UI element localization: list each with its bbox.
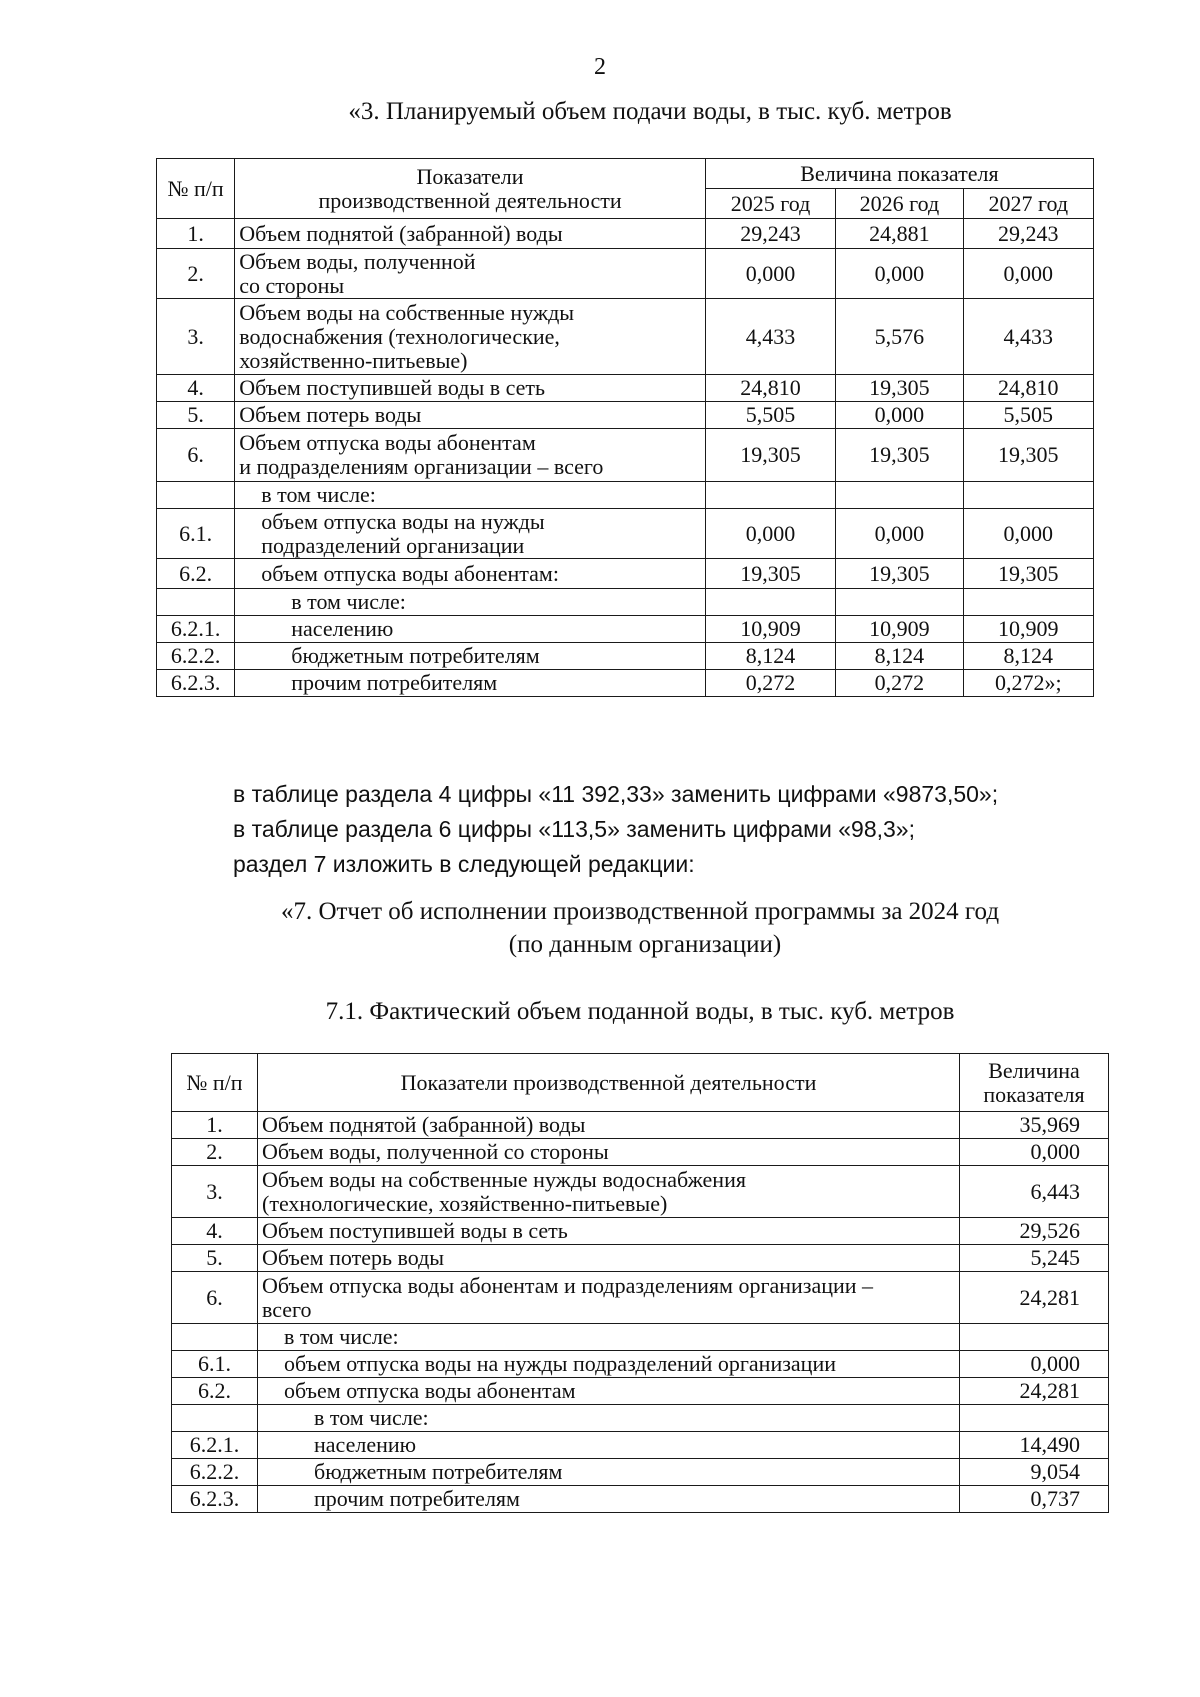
row-number: 6.2. [157,559,235,589]
row-number: 6. [172,1272,258,1324]
row-value: 0,000 [836,402,963,429]
table-row [172,1245,1109,1272]
row-value: 5,245 [960,1245,1109,1272]
table-row [157,589,1094,616]
row-label: объем отпуска воды абонентам [258,1378,960,1405]
row-value: 10,909 [963,616,1093,643]
table-row [157,643,1094,670]
table-row [172,1112,1109,1139]
row-label: Объем поднятой (забранной) воды [258,1112,960,1139]
row-label: объем отпуска воды на нужды подразделений организации [258,1351,960,1378]
col-header-indicator [235,159,706,219]
row-value [963,589,1093,616]
row-value: 0,000 [705,509,835,559]
row-value: 8,124 [963,643,1093,670]
row-value: 24,881 [836,219,963,249]
table-row [157,299,1094,375]
row-value: 8,124 [705,643,835,670]
row-number: 6.2.1. [172,1432,258,1459]
row-number: 3. [157,299,235,375]
table-row [157,559,1094,589]
row-value: 24,281 [960,1272,1109,1324]
row-label: прочим потребителям [258,1486,960,1513]
row-number: 4. [157,375,235,402]
table-row [172,1166,1109,1218]
row-value [836,589,963,616]
row-value: 24,281 [960,1378,1109,1405]
table-row [172,1486,1109,1513]
row-label: Объем отпуска воды абонентам и подразделениям организации – всего [235,429,706,482]
table-row [157,219,1094,249]
row-value: 0,000 [963,509,1093,559]
row-label: бюджетным потребителям [235,643,706,670]
table71-title: 7.1. Фактический объем поданной воды, в тыс. куб. метров [325,998,955,1025]
planned-water-supply-table [156,158,1094,697]
row-number [157,589,235,616]
row-number [172,1324,258,1351]
row-number: 6.2.2. [157,643,235,670]
row-label: объем отпуска воды на нужды подразделений организации [235,509,706,559]
row-value: 0,737 [960,1486,1109,1513]
table-row [172,1378,1109,1405]
row-value: 24,810 [705,375,835,402]
row-label: Объем отпуска воды абонентам и подразделениям организации – всего [258,1272,960,1324]
row-value: 14,490 [960,1432,1109,1459]
row-value: 19,305 [836,429,963,482]
table-row [157,509,1094,559]
col-header-num: № п/п [172,1054,258,1112]
row-value: 10,909 [705,616,835,643]
row-number: 2. [172,1139,258,1166]
table-row [172,1405,1109,1432]
table-row [157,670,1094,697]
col-header-year: 2027 год [963,189,1093,219]
section7-subtitle: (по данным организации) [508,931,782,958]
value-header-line2: показателя [983,1081,1085,1107]
row-number [157,482,235,509]
row-value: 19,305 [963,559,1093,589]
row-value: 29,526 [960,1218,1109,1245]
row-number: 5. [157,402,235,429]
row-label: в том числе: [235,589,706,616]
row-value [836,482,963,509]
table-row [157,249,1094,299]
row-value: 9,054 [960,1459,1109,1486]
row-value [963,482,1093,509]
table-row [157,429,1094,482]
row-value [705,482,835,509]
row-value [705,589,835,616]
table-row [172,1351,1109,1378]
row-label: Объем воды на собственные нужды водоснабжения (технологические, хозяйственно-питьевые) [235,299,706,375]
row-label: Объем потерь воды [235,402,706,429]
col-header-value [960,1054,1109,1112]
row-number: 6.2. [172,1378,258,1405]
row-value: 35,969 [960,1112,1109,1139]
row-number: 1. [172,1112,258,1139]
table-row [157,482,1094,509]
row-number: 3. [172,1166,258,1218]
row-value: 8,124 [836,643,963,670]
row-value: 0,000 [963,249,1093,299]
row-value [960,1405,1109,1432]
row-number: 4. [172,1218,258,1245]
row-label: в том числе: [258,1324,960,1351]
row-label: Объем поступившей воды в сеть [235,375,706,402]
row-label: Объем воды, полученной со стороны [258,1139,960,1166]
row-label: Объем воды на собственные нужды водоснабжения (технологические, хозяйственно-питьевые) [258,1166,960,1218]
indicator-header-line2: производственной деятельности [318,187,622,213]
table-row [172,1459,1109,1486]
row-label: в том числе: [235,482,706,509]
row-value: 0,272 [836,670,963,697]
row-value: 4,433 [963,299,1093,375]
row-value: 0,000 [960,1139,1109,1166]
row-value: 5,576 [836,299,963,375]
indicator-header-line1: Показатели [416,163,524,189]
row-value: 24,810 [963,375,1093,402]
row-value: 19,305 [705,559,835,589]
row-value: 5,505 [963,402,1093,429]
row-value: 0,000 [836,509,963,559]
table-row [172,1139,1109,1166]
page-number: 2 [594,54,606,80]
row-label: Объем поднятой (забранной) воды [235,219,706,249]
row-value: 0,272»; [963,670,1093,697]
table-row [172,1218,1109,1245]
col-header-value-group: Величина показателя [705,159,1093,189]
row-value: 0,000 [836,249,963,299]
table-row [172,1324,1109,1351]
row-label: Объем потерь воды [258,1245,960,1272]
row-value: 19,305 [705,429,835,482]
col-header-num: № п/п [157,159,235,219]
row-number: 6.2.2. [172,1459,258,1486]
row-number: 6.2.3. [172,1486,258,1513]
row-label: населению [258,1432,960,1459]
row-value [960,1324,1109,1351]
row-number: 5. [172,1245,258,1272]
row-number [172,1405,258,1432]
row-label: объем отпуска воды абонентам: [235,559,706,589]
row-number: 2. [157,249,235,299]
row-label: Объем воды, полученной со стороны [235,249,706,299]
row-label: населению [235,616,706,643]
row-value: 29,243 [705,219,835,249]
amendment-line: раздел 7 изложить в следующей редакции: [233,851,695,877]
row-value: 29,243 [963,219,1093,249]
row-label: бюджетным потребителям [258,1459,960,1486]
row-value: 10,909 [836,616,963,643]
value-header-line1: Величина [988,1057,1080,1083]
row-value: 0,272 [705,670,835,697]
row-number: 6. [157,429,235,482]
row-number: 6.2.1. [157,616,235,643]
table-row [157,375,1094,402]
amendment-line: в таблице раздела 4 цифры «11 392,33» заменить цифрами «9873,50»; [233,781,999,807]
table3-title: «3. Планируемый объем подачи воды, в тыс. куб. метров [348,98,952,125]
section7-title: «7. Отчет об исполнении производственной программы за 2024 год [280,898,1000,925]
table-row [157,402,1094,429]
table-row [172,1272,1109,1324]
row-value: 5,505 [705,402,835,429]
row-value: 19,305 [836,559,963,589]
col-header-indicator: Показатели производственной деятельности [258,1054,960,1112]
row-value: 4,433 [705,299,835,375]
row-label: Объем поступившей воды в сеть [258,1218,960,1245]
row-value: 6,443 [960,1166,1109,1218]
row-value: 0,000 [705,249,835,299]
actual-water-supply-table [171,1053,1109,1513]
amendment-line: в таблице раздела 6 цифры «113,5» заменить цифрами «98,3»; [233,816,915,842]
row-number: 6.2.3. [157,670,235,697]
row-number: 1. [157,219,235,249]
col-header-year: 2026 год [836,189,963,219]
col-header-year: 2025 год [705,189,835,219]
row-number: 6.1. [157,509,235,559]
row-label: в том числе: [258,1405,960,1432]
row-value: 0,000 [960,1351,1109,1378]
row-number: 6.1. [172,1351,258,1378]
row-value: 19,305 [836,375,963,402]
row-label: прочим потребителям [235,670,706,697]
table-row [172,1432,1109,1459]
table-row [157,616,1094,643]
row-value: 19,305 [963,429,1093,482]
